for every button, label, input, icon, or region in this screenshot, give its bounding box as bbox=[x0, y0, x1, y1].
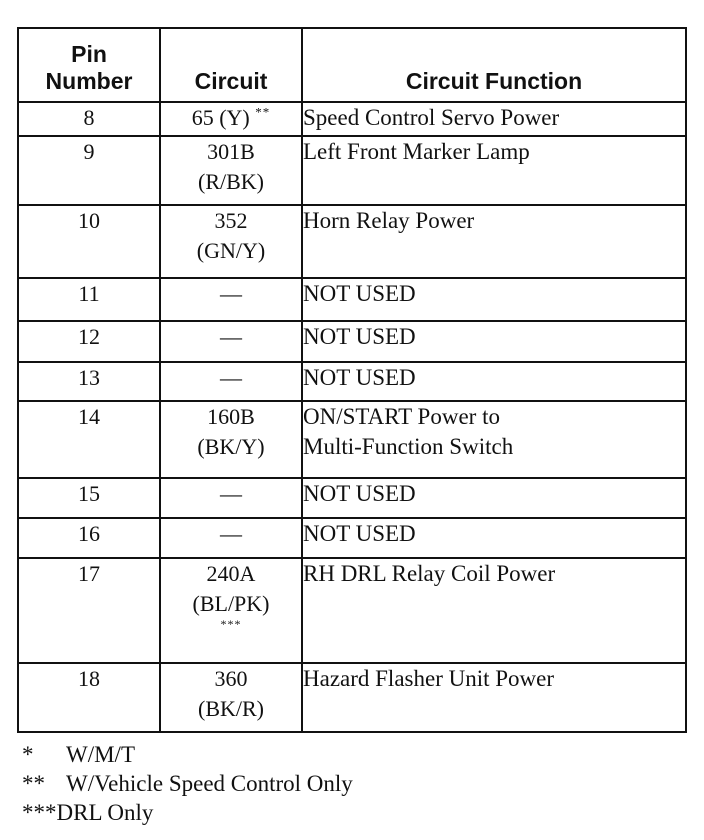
circuit-id: 301B bbox=[207, 139, 255, 164]
table-row bbox=[18, 401, 686, 478]
circuit-cell bbox=[160, 558, 302, 663]
circuit-id: 360 bbox=[214, 666, 248, 691]
circuit-cell bbox=[160, 102, 302, 136]
circuit-footnote-mark: *** bbox=[220, 617, 242, 631]
footnote-symbol: *** bbox=[22, 800, 57, 825]
function-cell bbox=[302, 401, 686, 478]
pin-cell: 11 bbox=[18, 278, 160, 321]
table-row bbox=[18, 321, 686, 362]
footnote-item bbox=[22, 798, 353, 827]
function-cell: Hazard Flasher Unit Power bbox=[302, 663, 686, 732]
table-row bbox=[18, 102, 686, 136]
footnote-text: DRL Only bbox=[56, 800, 154, 825]
function-line-2: Multi-Function Switch bbox=[303, 434, 514, 459]
circuit-cell: — bbox=[160, 478, 302, 518]
pin-table bbox=[17, 27, 687, 733]
pin-cell: 14 bbox=[18, 401, 160, 478]
footnote-item bbox=[22, 740, 353, 769]
circuit-wire-color: (BK/R) bbox=[198, 696, 264, 721]
function-cell: NOT USED bbox=[302, 518, 686, 558]
pin-cell: 13 bbox=[18, 362, 160, 401]
function-cell: Horn Relay Power bbox=[302, 205, 686, 278]
pin-cell: 9 bbox=[18, 136, 160, 205]
function-cell: RH DRL Relay Coil Power bbox=[302, 558, 686, 663]
function-cell: NOT USED bbox=[302, 321, 686, 362]
table-row bbox=[18, 205, 686, 278]
circuit-cell bbox=[160, 663, 302, 732]
circuit-footnote-mark: ** bbox=[255, 104, 271, 120]
circuit-id: 160B bbox=[207, 404, 255, 429]
circuit-cell: — bbox=[160, 362, 302, 401]
circuit-cell bbox=[160, 205, 302, 278]
pin-cell: 15 bbox=[18, 478, 160, 518]
pin-cell: 12 bbox=[18, 321, 160, 362]
function-line-1: ON/START Power to bbox=[303, 404, 500, 429]
circuit-cell bbox=[160, 401, 302, 478]
circuit-wire-color: (GN/Y) bbox=[196, 238, 266, 263]
function-cell: Speed Control Servo Power bbox=[302, 102, 686, 136]
circuit-wire-color: (R/BK) bbox=[198, 169, 264, 194]
table-row bbox=[18, 478, 686, 518]
circuit-id: 352 bbox=[214, 208, 248, 233]
pin-cell: 18 bbox=[18, 663, 160, 732]
footnote-text: W/M/T bbox=[66, 742, 135, 767]
circuit-wire-color: (BK/Y) bbox=[197, 434, 265, 459]
circuit-cell: — bbox=[160, 518, 302, 558]
pin-cell: 16 bbox=[18, 518, 160, 558]
function-cell: Left Front Marker Lamp bbox=[302, 136, 686, 205]
header-pin-line1: Pin bbox=[71, 41, 107, 67]
table-row bbox=[18, 136, 686, 205]
pin-cell: 17 bbox=[18, 558, 160, 663]
circuit-cell: — bbox=[160, 321, 302, 362]
circuit-cell bbox=[160, 136, 302, 205]
table-row bbox=[18, 518, 686, 558]
table-row bbox=[18, 558, 686, 663]
header-circuit: Circuit bbox=[160, 28, 302, 102]
footnote-symbol: * bbox=[22, 742, 34, 767]
function-cell: NOT USED bbox=[302, 478, 686, 518]
function-cell: NOT USED bbox=[302, 362, 686, 401]
table-row bbox=[18, 278, 686, 321]
circuit-id: 240A bbox=[206, 561, 256, 586]
table-row bbox=[18, 663, 686, 732]
header-row bbox=[18, 28, 686, 102]
table-row bbox=[18, 362, 686, 401]
pin-cell: 10 bbox=[18, 205, 160, 278]
footnote-symbol: ** bbox=[22, 771, 45, 796]
circuit-wire-color: (BL/PK) bbox=[192, 591, 270, 616]
circuit-cell: — bbox=[160, 278, 302, 321]
footnote-text: W/Vehicle Speed Control Only bbox=[66, 771, 353, 796]
header-pin-line2: Number bbox=[45, 68, 133, 94]
pin-cell: 8 bbox=[18, 102, 160, 136]
footnotes bbox=[22, 740, 353, 827]
header-circuit-function: Circuit Function bbox=[302, 28, 686, 102]
function-cell: NOT USED bbox=[302, 278, 686, 321]
header-pin-number bbox=[18, 28, 160, 102]
circuit-id: 65 (Y) bbox=[191, 105, 250, 130]
footnote-item bbox=[22, 769, 353, 798]
